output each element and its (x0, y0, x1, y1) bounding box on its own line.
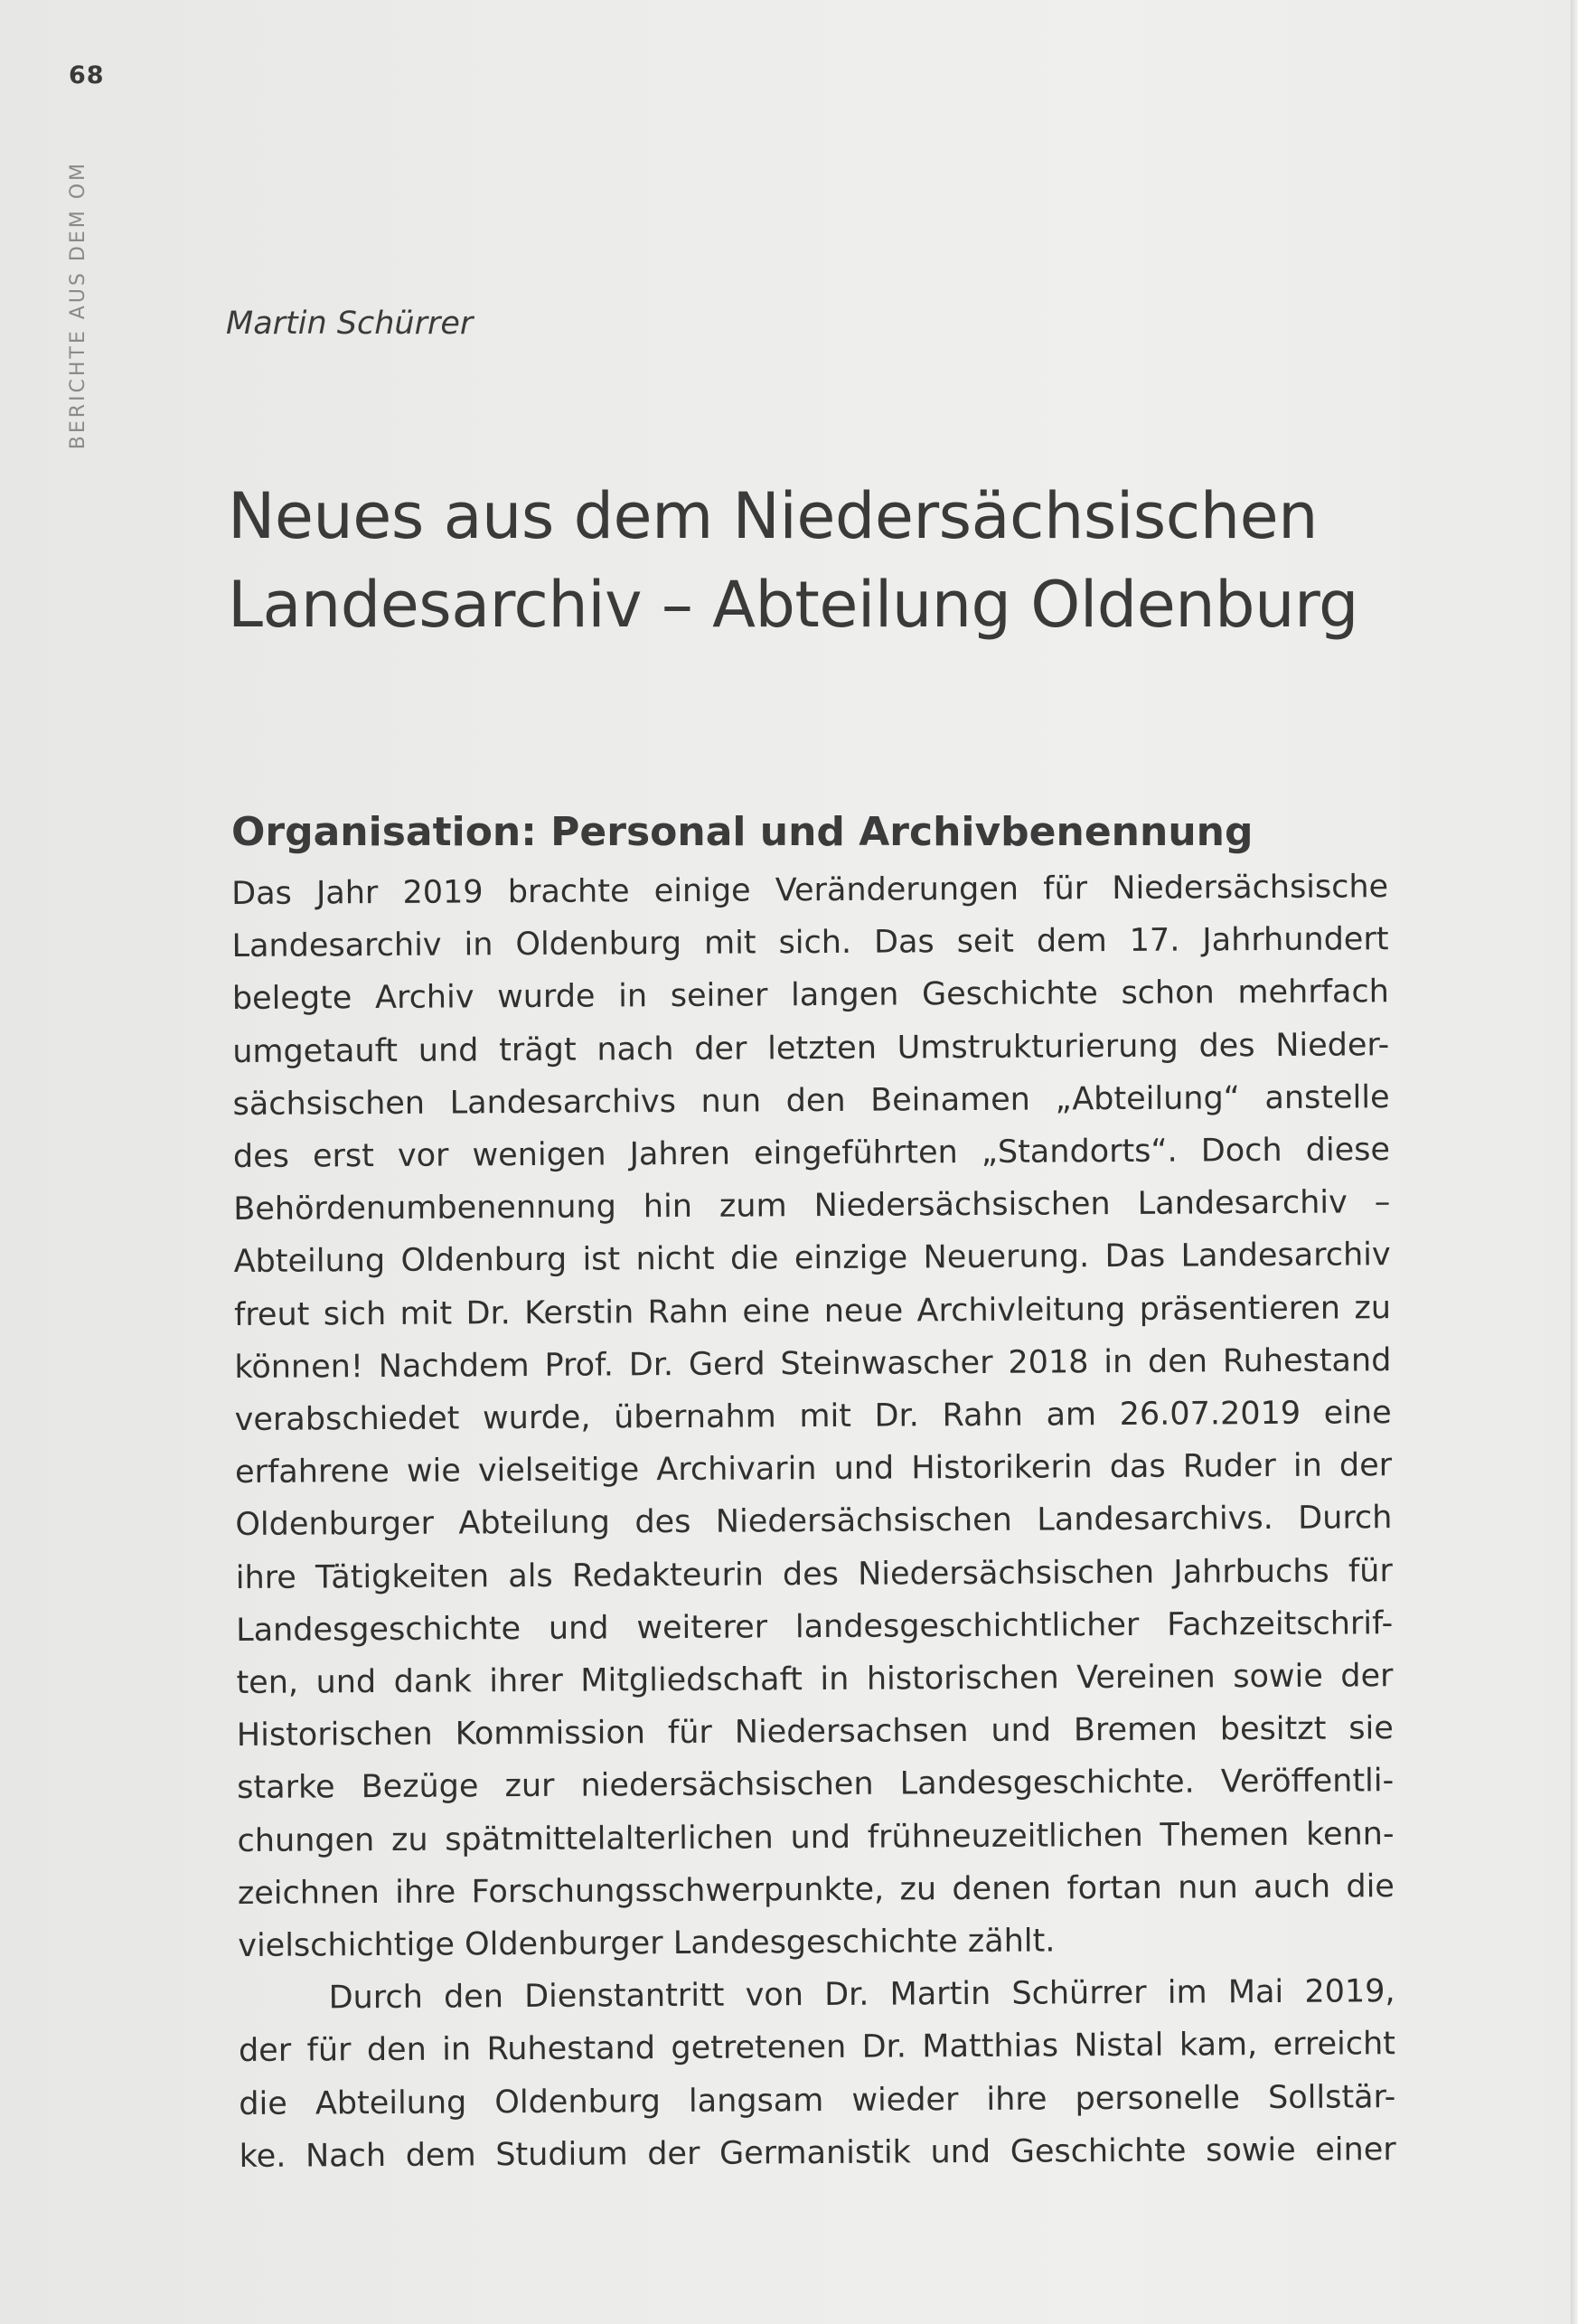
body-line: chungen zu spätmittelalterlichen und frühneuzeitlichen Themen kenn- (237, 1815, 1395, 1859)
body-line: umgetauft und trägt nach der letzten Umstrukturierung des Nieder- (232, 1026, 1390, 1070)
body-line: des erst vor wenigen Jahren eingeführten „Standorts“. Doch diese (232, 1132, 1391, 1176)
body-line: Landesgeschichte und weiterer landesgeschichtlicher Fachzeitschrif- (236, 1605, 1394, 1649)
body-line: starke Bezüge zur niedersächsischen Landesgeschichte. Veröffentli- (237, 1763, 1395, 1807)
body-line: vielschichtige Oldenburger Landesgeschichte zählt. (238, 1923, 1056, 1965)
body-line: Durch den Dienstantritt von Dr. Martin Schürrer im Mai 2019, (328, 1973, 1395, 2017)
body-line: zeichnen ihre Forschungsschwerpunkte, zu denen fortan nun auch die (237, 1868, 1395, 1912)
body-line: belegte Archiv wurde in seiner langen Geschichte schon mehrfach (231, 974, 1389, 1018)
body-line: Das Jahr 2019 brachte einige Veränderungen für Niedersächsische (231, 869, 1389, 912)
title-line: Landesarchiv – Abteilung Oldenburg (228, 568, 1358, 642)
running-head-text: BERICHTE AUS DEM OM (67, 160, 89, 450)
body-text (231, 861, 1396, 2183)
body-line: können! Nachdem Prof. Dr. Gerd Steinwascher 2018 in den Ruhestand (234, 1341, 1392, 1386)
body-line: Landesarchiv in Oldenburg mit sich. Das seit dem 17. Jahrhundert (231, 921, 1389, 965)
author-name: Martin Schürrer (226, 306, 474, 342)
running-head (67, 154, 89, 456)
page-number: 68 (69, 61, 105, 89)
body-line: der für den in Ruhestand getretenen Dr. Matthias Nistal kam, erreicht (238, 2026, 1396, 2070)
section-heading: Organisation: Personal und Archivbenennung (231, 809, 1254, 855)
body-line: verabschiedet wurde, übernahm mit Dr. Rahn am 26.07.2019 eine (234, 1395, 1392, 1439)
body-line: erfahrene wie vielseitige Archivarin und Historikerin das Ruder in der (234, 1447, 1393, 1491)
body-line: ke. Nach dem Studium der Germanistik und Geschichte sowie einer (239, 2131, 1396, 2175)
body-line: Behördenumbenennung hin zum Niedersächsischen Landesarchiv – (233, 1184, 1391, 1228)
body-line: Historischen Kommission für Niedersachsen und Bremen besitzt sie (236, 1710, 1394, 1755)
body-line: ten, und dank ihrer Mitgliedschaft in historischen Vereinen sowie der (236, 1658, 1394, 1702)
title-line: Neues aus dem Niedersächsischen (228, 479, 1319, 553)
body-line: sächsischen Landesarchivs nun den Beinamen „Abteilung“ anstelle (232, 1078, 1390, 1123)
body-line: freut sich mit Dr. Kerstin Rahn eine neue Archivleitung präsentieren zu (233, 1289, 1392, 1333)
body-line: Abteilung Oldenburg ist nicht die einzige Neuerung. Das Landesarchiv (233, 1237, 1391, 1281)
body-line: Oldenburger Abteilung des Niedersächsischen Landesarchivs. Durch (235, 1500, 1393, 1544)
article-title (228, 472, 1439, 649)
body-line: die Abteilung Oldenburg langsam wieder ihre personelle Sollstär- (239, 2078, 1396, 2122)
page-edge (1571, 0, 1578, 2324)
body-line: ihre Tätigkeiten als Redakteurin des Niedersächsischen Jahrbuchs für (235, 1552, 1393, 1596)
